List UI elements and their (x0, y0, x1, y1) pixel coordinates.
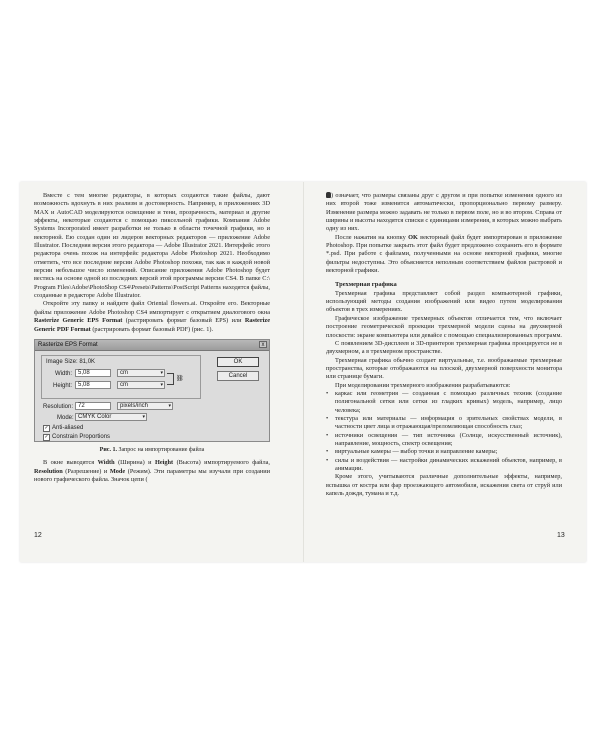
height-input[interactable]: 5,08 (75, 381, 111, 389)
book-spread (20, 182, 586, 562)
list-item: • текстура или материалы — информация о зрительных свойствах модели, в частности цвет лица и отражающая/преломляющая способность глаз; (326, 415, 562, 432)
close-icon[interactable]: x (259, 341, 267, 348)
link-bracket (167, 373, 174, 385)
height-label: Height: (53, 382, 73, 389)
constrain-proportions-label: Constrain Proportions (52, 433, 111, 440)
dialog-title: Rasterize EPS Format (35, 340, 269, 351)
anti-aliased-checkbox[interactable] (43, 424, 83, 432)
page-number-left: 12 (34, 532, 42, 539)
right-paragraph-5: С появлением 3D-дисплеев и 3D-принтеров трехмерная графика проецируется не в двухмерном, а в трехмерном пространстве. (326, 339, 562, 356)
chain-link-icon[interactable]: ⛓ (176, 375, 184, 382)
rasterize-eps-dialog (34, 339, 270, 442)
left-paragraph-3: В окне выводятся Width (Ширина) и Height (Высота) импортируемого файла, Resolution (Разрешение) и Mode (Режим). Эти параметры мы изучали при создании нового графического файла. Значок цепи ( (34, 459, 270, 483)
left-page (34, 192, 270, 484)
constrain-proportions-checkbox[interactable] (43, 433, 110, 441)
left-paragraph-1: Вместе с тем многие редакторы, в которых создаются такие файлы, дают возможность вдохнуть в них реализм и достоверность. Например, в приложениях 3D MAX и AutoCAD моделируются освещение и тени, прозрачность, материал и другие эффекты, некоторые создаются с помощью пиксельной графики. Компания Adobe Systems Incorporated имеет разработки не только в области точечной графики, но и векторной. Ею создан один из лидеров векторных редакторов — приложение Adobe Illustrator. Последняя версия этого редактора — Adobe Illustrator 2021. Интерфейс этого редактора очень похож на интерфейс редактора Adobe Photoshop 2021. Необходимо отметить, что все последние версии Adobe Photoshop похожи, так как в каждой новой версии небольшое число изменений. Описание приложения Adobe Photoshop будет вестись на основе одной из последних версий этой программы версии CS4. В папке C:\ Program Files\Adobe\PhotoShop CS4\Presets\Patterns\PostScript Patterns находятся файлы, созданные в редакторе Adobe Illustrator. (34, 192, 270, 300)
right-paragraph-7: При моделировании трехмерного изображения разрабатываются: (335, 381, 511, 389)
height-unit-select[interactable]: cm ▾ (117, 381, 165, 389)
left-paragraph-2: Откройте эту папку и найдите файл Oriental flowers.ai. Откройте его. Векторные файлы приложение Adobe Photoshop CS4 импортирует с открытием диалогового окна Rasterize Generic EPS Format (растрировать формат базовый EPS) или Rasterize Generic PDF Format (растрировать формат базовый PDF) (рис. 1). (34, 300, 270, 333)
mode-label: Mode: (57, 414, 74, 421)
chevron-down-icon: ▾ (160, 381, 163, 388)
right-paragraph-8: Кроме этого, учитываются различные дополнительные эффекты, например, вспышка от костра или фар проезжающего автомобиля, искажения света от струй или капель дождя, тумана и т.д. (326, 473, 562, 498)
right-paragraph-4: Графическое изображение трехмерных объектов отличается тем, что включает построение геометрической проекции трехмерной модели сцены на двухмерной плоскости: экране компьютера или девайсе с помощью специализированных программ. (326, 314, 563, 339)
right-page (326, 192, 562, 498)
chevron-down-icon: ▾ (142, 413, 145, 420)
book-gutter (303, 182, 304, 562)
checkmark-icon: ✓ (44, 424, 49, 431)
image-size-label: Image Size: 81,0K (46, 358, 96, 365)
chevron-down-icon: ▾ (160, 369, 163, 376)
chevron-down-icon: ▾ (168, 402, 171, 409)
checkmark-icon: ✓ (44, 433, 49, 440)
right-paragraph-1: ) означает, что размеры связаны друг с другом и при попытке изменения одного из них второй тоже изменится автоматически, пропорционально первому размеру. Изменение размера можно задавать не только в первом поле, но и во втором. Справа от ширины и высоты находятся списки с единицами измерения, в которых можно выбрать одну из них. (326, 192, 562, 233)
anti-aliased-label: Anti-aliased (52, 424, 84, 431)
section-title: Трехмерная графика (335, 281, 397, 289)
list-item: • источники освещения — тип источника (Солнце, искусственный источник), направление, мощность, спектр освещения; (326, 432, 562, 449)
page-number-right: 13 (557, 532, 565, 539)
list-item: • силы и воздействия — настройки динамических искажений объектов, например, в анимации. (326, 457, 562, 474)
ok-button[interactable]: OK (217, 357, 259, 367)
right-paragraph-2: После нажатия на кнопку OK векторный файл будет импортирован в приложение Photoshop. При попытке закрыть этот файл будет предложено сохранить его в формате *.psd. При работе с файлами, полученными на основе векторной графики, многие фильтры недоступны. Это объясняется неполным соответствием файлов растровой и векторной графики. (326, 233, 563, 275)
figure-caption: Рис. 1. Запрос на импортирование файла (99, 446, 205, 453)
cancel-button[interactable]: Cancel (217, 371, 259, 381)
right-paragraph-3: Трехмерная графика представляет собой раздел компьютерной графики, использующий методы создания изображений или видео путем моделирования объектов в трех измерениях. (326, 289, 562, 314)
resolution-input[interactable]: 72 (75, 402, 111, 410)
width-label: Width: (55, 370, 73, 377)
width-unit-select[interactable]: cm ▾ (117, 369, 165, 377)
resolution-unit-select[interactable]: pixels/inch ▾ (117, 402, 173, 410)
right-paragraph-6: Трехмерная графика обычно создает виртуальные, т.е. воображаемые трехмерные пространства, которые отображаются на плоской, двухмерной поверхности монитора или странице бумаги. (326, 356, 562, 381)
mode-select[interactable]: CMYK Color ▾ (75, 413, 147, 421)
list-item: • виртуальные камеры — выбор точки и направление камеры; (326, 448, 562, 456)
bullet-list (326, 390, 562, 473)
resolution-label: Resolution: (43, 403, 74, 410)
list-item: • каркас или геометрия — созданная с помощью различных техник (создание полигональной сетки или сетки из гладких кривых) модель, например, лицо человека; (326, 390, 562, 415)
width-input[interactable]: 5,08 (75, 369, 111, 377)
